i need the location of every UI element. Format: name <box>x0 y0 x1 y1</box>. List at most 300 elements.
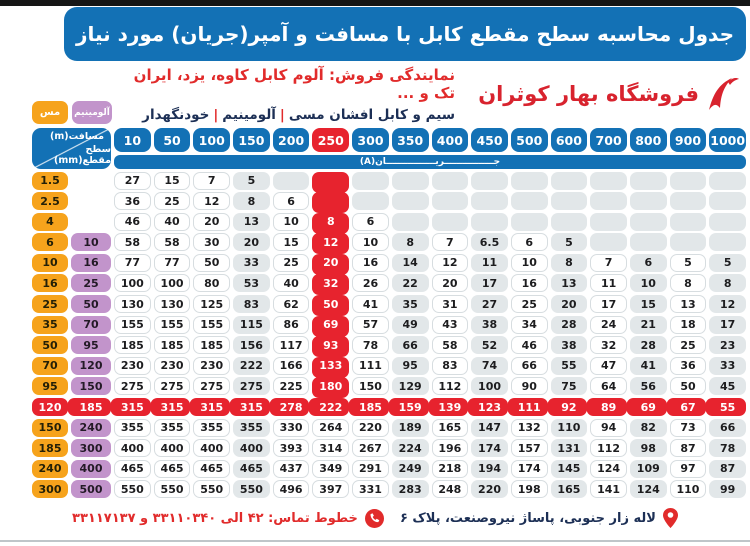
amperage-cell: 8 <box>312 213 349 231</box>
amperage-cell: 87 <box>670 439 707 457</box>
amperage-cell: 5 <box>670 254 707 272</box>
amperage-cell: 496 <box>273 480 310 498</box>
table-row <box>32 336 746 354</box>
amperage-cell: 393 <box>273 439 310 457</box>
table-row <box>32 254 746 272</box>
column-header-500: 500 <box>511 128 548 152</box>
amperage-cell: 194 <box>471 460 508 478</box>
amperage-cell: 25 <box>154 192 191 210</box>
amperage-cell: 165 <box>432 419 469 437</box>
amperage-cell: 83 <box>432 357 469 375</box>
amperage-cell: 355 <box>193 419 230 437</box>
amperage-cell: 26 <box>352 274 389 292</box>
amperage-cell: 267 <box>352 439 389 457</box>
copper-section-label: 95 <box>32 377 68 395</box>
amperage-cell: 400 <box>154 439 191 457</box>
amperage-cell: 32 <box>312 274 349 292</box>
amperage-cell: 465 <box>193 460 230 478</box>
amperage-cell: 6 <box>511 233 548 251</box>
amperage-cell: 30 <box>193 233 230 251</box>
amperage-cell: 17 <box>709 316 746 334</box>
amperage-cell: 5 <box>551 233 588 251</box>
amperage-cell: 82 <box>630 419 667 437</box>
amperage-cell: 27 <box>471 295 508 313</box>
amperage-cell: 99 <box>709 480 746 498</box>
amperage-cell: 13 <box>551 274 588 292</box>
amperage-cell: 196 <box>432 439 469 457</box>
amperage-cell <box>590 233 627 251</box>
amperage-cell: 330 <box>273 419 310 437</box>
amperage-cell: 24 <box>590 316 627 334</box>
amperage-cell: 139 <box>432 398 469 416</box>
logo-mark-icon <box>706 74 740 114</box>
amperage-cell: 95 <box>392 357 429 375</box>
copper-section-label: 10 <box>32 254 68 272</box>
amperage-cell: 11 <box>590 274 627 292</box>
aluminium-badge: آلومینیم <box>72 101 112 124</box>
amperage-cell: 50 <box>312 295 349 313</box>
amperage-cell: 73 <box>670 419 707 437</box>
copper-section-label: 1.5 <box>32 172 68 190</box>
amperage-cell: 94 <box>590 419 627 437</box>
amperage-cell: 50 <box>670 377 707 395</box>
column-header-50: 50 <box>154 128 191 152</box>
column-header-700: 700 <box>590 128 627 152</box>
amperage-cell: 20 <box>312 254 349 272</box>
amperage-cell: 129 <box>392 377 429 395</box>
amperage-cell: 41 <box>630 357 667 375</box>
amperage-cell: 275 <box>233 377 270 395</box>
amperage-cell: 12 <box>709 295 746 313</box>
amperage-cell: 22 <box>392 274 429 292</box>
amperage-cell: 38 <box>551 336 588 354</box>
amperage-cell: 28 <box>551 316 588 334</box>
pipe-separator: | <box>279 107 285 123</box>
amperage-cell: 17 <box>471 274 508 292</box>
aluminium-section-label: 50 <box>71 295 111 313</box>
amperage-cell: 185 <box>154 336 191 354</box>
amperage-cell <box>392 213 429 231</box>
amperage-cell: 400 <box>233 439 270 457</box>
amperage-cell: 6 <box>352 213 389 231</box>
amperage-cell: 25 <box>511 295 548 313</box>
column-header-350: 350 <box>392 128 429 152</box>
amperage-cell: 220 <box>471 480 508 498</box>
amperage-cell <box>551 213 588 231</box>
amperage-cell: 16 <box>511 274 548 292</box>
amperage-cell: 156 <box>233 336 270 354</box>
amperage-cell: 66 <box>392 336 429 354</box>
column-header-1000: 1000 <box>709 128 746 152</box>
amperage-cell: 69 <box>630 398 667 416</box>
amperage-cell: 355 <box>114 419 151 437</box>
amperage-cell <box>432 172 469 190</box>
amperage-cell: 10 <box>630 274 667 292</box>
pipe-separator: | <box>213 107 219 123</box>
amperage-cell: 550 <box>114 480 151 498</box>
copper-section-label: 50 <box>32 336 68 354</box>
table-row <box>32 398 746 416</box>
column-header-400: 400 <box>432 128 469 152</box>
amperage-cell: 40 <box>273 274 310 292</box>
aluminium-section-label <box>71 192 111 210</box>
section-axis-label: سطح مقطع(mm) <box>54 143 111 166</box>
amperage-cell: 27 <box>114 172 151 190</box>
amperage-cell: 278 <box>273 398 310 416</box>
amperage-cell: 400 <box>193 439 230 457</box>
amperage-cell: 112 <box>590 439 627 457</box>
column-header-200: 200 <box>273 128 310 152</box>
amperage-cell: 465 <box>233 460 270 478</box>
amperage-cell: 230 <box>154 357 191 375</box>
table-row <box>32 419 746 437</box>
amperage-cell: 8 <box>233 192 270 210</box>
amperage-cell <box>312 172 349 190</box>
amperage-cell: 12 <box>312 233 349 251</box>
table-row <box>32 192 746 210</box>
amperage-cell <box>352 172 389 190</box>
amperage-cell: 53 <box>233 274 270 292</box>
amperage-cell: 550 <box>233 480 270 498</box>
amperage-cell: 550 <box>193 480 230 498</box>
amperage-cell: 20 <box>551 295 588 313</box>
amperage-cell: 189 <box>392 419 429 437</box>
amperage-cell: 56 <box>630 377 667 395</box>
amperage-cell: 36 <box>670 357 707 375</box>
table-row <box>32 213 746 231</box>
amperage-cell: 7 <box>590 254 627 272</box>
amperage-cell: 465 <box>154 460 191 478</box>
aluminium-section-label: 70 <box>71 316 111 334</box>
amperage-cell: 80 <box>193 274 230 292</box>
amperage-cell: 87 <box>709 460 746 478</box>
amperage-cell: 150 <box>352 377 389 395</box>
amperage-cell: 400 <box>114 439 151 457</box>
amperage-cell: 38 <box>471 316 508 334</box>
amperage-cell: 69 <box>312 316 349 334</box>
amperage-cell <box>709 213 746 231</box>
amperage-cell: 115 <box>233 316 270 334</box>
table-row <box>32 357 746 375</box>
amperage-cell: 33 <box>233 254 270 272</box>
amperage-cell: 41 <box>352 295 389 313</box>
aluminium-section-label: 185 <box>71 398 111 416</box>
amperage-cell: 147 <box>471 419 508 437</box>
table-row <box>32 316 746 334</box>
amperage-cell <box>392 172 429 190</box>
aluminium-section-label: 25 <box>71 274 111 292</box>
aluminium-section-label: 300 <box>71 439 111 457</box>
amperage-cell: 131 <box>551 439 588 457</box>
amperage-cell: 315 <box>154 398 191 416</box>
amperage-cell: 98 <box>630 439 667 457</box>
amperage-cell: 465 <box>114 460 151 478</box>
amperage-cell <box>471 213 508 231</box>
table-row <box>32 377 746 395</box>
amperage-cell: 157 <box>511 439 548 457</box>
amperage-cell <box>432 213 469 231</box>
amperage-cell: 180 <box>312 377 349 395</box>
amperage-cell: 155 <box>193 316 230 334</box>
amperage-cell: 7 <box>432 233 469 251</box>
amperage-cell: 86 <box>273 316 310 334</box>
amperage-cell: 397 <box>312 480 349 498</box>
amperage-cell: 8 <box>551 254 588 272</box>
amperage-cell: 11 <box>471 254 508 272</box>
amperage-cell: 264 <box>312 419 349 437</box>
amperage-cell: 130 <box>154 295 191 313</box>
amperage-cell: 78 <box>352 336 389 354</box>
address-group <box>400 508 678 528</box>
amperage-cell: 7 <box>193 172 230 190</box>
amperage-cell: 249 <box>392 460 429 478</box>
amperage-cell: 100 <box>471 377 508 395</box>
amperage-cell: 17 <box>590 295 627 313</box>
copper-section-label: 185 <box>32 439 68 457</box>
amperage-cell <box>352 192 389 210</box>
amperage-cell: 132 <box>511 419 548 437</box>
column-header-600: 600 <box>551 128 588 152</box>
column-header-100: 100 <box>193 128 230 152</box>
amperage-cell: 5 <box>233 172 270 190</box>
aluminium-section-label: 10 <box>71 233 111 251</box>
amperage-cell: 291 <box>352 460 389 478</box>
copper-section-label: 120 <box>32 398 68 416</box>
aluminium-section-label: 500 <box>71 480 111 498</box>
amperage-cell <box>670 213 707 231</box>
top-border-strip <box>0 0 750 6</box>
amperage-cell: 35 <box>392 295 429 313</box>
agency-line: نمایندگی فروش: آلوم کابل کاوه، یزد، ایران تک و ... <box>133 66 455 102</box>
amperage-cell: 165 <box>551 480 588 498</box>
phone-icon <box>365 509 384 528</box>
amperage-cell: 248 <box>432 480 469 498</box>
amperage-cell: 8 <box>709 274 746 292</box>
amperage-cell <box>511 192 548 210</box>
amperage-cell: 93 <box>312 336 349 354</box>
copper-section-label: 150 <box>32 419 68 437</box>
amperage-cell <box>273 172 310 190</box>
amperage-cell: 275 <box>114 377 151 395</box>
amperage-cell: 50 <box>193 254 230 272</box>
phone-text: خطوط تماس: ۴۲ الی ۳۳۱۱۰۳۴۰ و ۳۳۱۱۷۱۳۷ <box>72 510 358 526</box>
aluminium-section-label: 400 <box>71 460 111 478</box>
amperage-cell: 218 <box>432 460 469 478</box>
amperage-cell: 125 <box>193 295 230 313</box>
current-bar: جــــــــــــــــریــــــــــــــــان(A) <box>114 155 746 169</box>
amperage-cell: 66 <box>511 357 548 375</box>
amperage-cell: 78 <box>709 439 746 457</box>
amperage-cell: 92 <box>551 398 588 416</box>
amperage-cell <box>471 172 508 190</box>
store-name: فروشگاه بهار کوثران <box>478 82 699 106</box>
amperage-cell: 185 <box>114 336 151 354</box>
amperage-cell: 111 <box>511 398 548 416</box>
store-logo <box>478 72 740 116</box>
column-header-250: 250 <box>312 128 349 152</box>
amperage-cell: 5 <box>709 254 746 272</box>
amperage-cell: 58 <box>154 233 191 251</box>
amperage-cell: 20 <box>432 274 469 292</box>
address-text: لاله زار جنوبی، پاساژ نیروصنعت، پلاک ۶ <box>399 510 656 526</box>
amperage-cell: 437 <box>273 460 310 478</box>
material-badges <box>32 101 112 124</box>
amperage-cell: 145 <box>551 460 588 478</box>
column-header-10: 10 <box>114 128 151 152</box>
copper-section-label: 25 <box>32 295 68 313</box>
amperage-cell: 58 <box>114 233 151 251</box>
amperage-cell: 166 <box>273 357 310 375</box>
amperage-cell: 130 <box>114 295 151 313</box>
amperage-cell: 12 <box>432 254 469 272</box>
copper-section-label: 240 <box>32 460 68 478</box>
aluminium-section-label: 150 <box>71 377 111 395</box>
amperage-cell: 15 <box>273 233 310 251</box>
amperage-cell: 10 <box>352 233 389 251</box>
location-pin-icon <box>663 508 678 528</box>
amperage-cell <box>590 192 627 210</box>
products-line <box>115 107 455 123</box>
amperage-cell <box>709 192 746 210</box>
amperage-cell: 8 <box>670 274 707 292</box>
amperage-cell: 21 <box>630 316 667 334</box>
table-row <box>32 172 746 190</box>
amperage-cell: 67 <box>670 398 707 416</box>
copper-section-label: 70 <box>32 357 68 375</box>
amperage-cell <box>590 172 627 190</box>
amperage-cell: 28 <box>630 336 667 354</box>
amperage-cell <box>709 233 746 251</box>
column-header-150: 150 <box>233 128 270 152</box>
bottom-border-line <box>0 540 750 542</box>
amperage-cell: 185 <box>352 398 389 416</box>
amperage-cell <box>670 172 707 190</box>
amperage-cell: 57 <box>352 316 389 334</box>
amperage-cell: 315 <box>233 398 270 416</box>
amperage-cell: 550 <box>154 480 191 498</box>
amperage-cell: 117 <box>273 336 310 354</box>
amperage-cell <box>630 172 667 190</box>
amperage-cell: 47 <box>590 357 627 375</box>
amperage-cell: 275 <box>154 377 191 395</box>
amperage-cell: 34 <box>511 316 548 334</box>
amperage-cell: 159 <box>392 398 429 416</box>
amperage-cell <box>670 233 707 251</box>
amperage-cell: 315 <box>193 398 230 416</box>
cable-table <box>32 128 746 501</box>
amperage-cell <box>590 213 627 231</box>
amperage-cell: 110 <box>670 480 707 498</box>
amperage-cell: 225 <box>273 377 310 395</box>
amperage-cell: 46 <box>114 213 151 231</box>
amperage-cell: 46 <box>511 336 548 354</box>
amperage-cell: 224 <box>392 439 429 457</box>
amperage-cell: 355 <box>154 419 191 437</box>
amperage-cell: 133 <box>312 357 349 375</box>
amperage-cell: 20 <box>233 233 270 251</box>
amperage-cell: 230 <box>193 357 230 375</box>
agency-block <box>115 66 455 123</box>
amperage-cell <box>511 172 548 190</box>
column-header-300: 300 <box>352 128 389 152</box>
amperage-cell <box>630 233 667 251</box>
amperage-cell: 31 <box>432 295 469 313</box>
amperage-cell: 13 <box>670 295 707 313</box>
amperage-cell: 77 <box>114 254 151 272</box>
amperage-cell: 14 <box>392 254 429 272</box>
amperage-cell: 58 <box>432 336 469 354</box>
table-row <box>32 295 746 313</box>
amperage-cell: 97 <box>670 460 707 478</box>
title-banner <box>64 7 746 61</box>
amperage-cell: 62 <box>273 295 310 313</box>
aluminium-section-label: 16 <box>71 254 111 272</box>
amperage-cell: 198 <box>511 480 548 498</box>
amperage-cell: 6 <box>630 254 667 272</box>
table-row <box>32 480 746 498</box>
table-row <box>32 460 746 478</box>
table-row <box>32 439 746 457</box>
amperage-cell: 174 <box>511 460 548 478</box>
amperage-cell <box>670 192 707 210</box>
amperage-cell: 52 <box>471 336 508 354</box>
amperage-cell: 90 <box>511 377 548 395</box>
column-header-800: 800 <box>630 128 667 152</box>
amperage-cell <box>471 192 508 210</box>
distance-axis-label: مسافت(m) <box>50 131 104 142</box>
aluminium-section-label: 95 <box>71 336 111 354</box>
amperage-cell: 222 <box>312 398 349 416</box>
copper-section-label: 2.5 <box>32 192 68 210</box>
corner-cell <box>32 128 111 169</box>
amperage-cell: 6 <box>273 192 310 210</box>
amperage-cell: 89 <box>590 398 627 416</box>
aluminium-section-label: 240 <box>71 419 111 437</box>
amperage-cell: 141 <box>590 480 627 498</box>
amperage-cell: 220 <box>352 419 389 437</box>
amperage-cell <box>630 213 667 231</box>
amperage-cell: 222 <box>233 357 270 375</box>
amperage-cell <box>511 213 548 231</box>
amperage-cell: 10 <box>511 254 548 272</box>
amperage-cell: 25 <box>670 336 707 354</box>
amperage-cell: 43 <box>432 316 469 334</box>
amperage-cell: 124 <box>630 480 667 498</box>
amperage-cell: 331 <box>352 480 389 498</box>
amperage-cell: 45 <box>709 377 746 395</box>
column-header-450: 450 <box>471 128 508 152</box>
amperage-cell: 315 <box>114 398 151 416</box>
amperage-cell: 174 <box>471 439 508 457</box>
footer <box>0 505 750 531</box>
amperage-cell <box>392 192 429 210</box>
aluminium-section-label <box>71 172 111 190</box>
amperage-cell: 155 <box>114 316 151 334</box>
amperage-cell <box>551 192 588 210</box>
amperage-cell: 77 <box>154 254 191 272</box>
amperage-cell: 124 <box>590 460 627 478</box>
amperage-cell: 110 <box>551 419 588 437</box>
aluminium-section-label <box>71 213 111 231</box>
amperage-cell: 36 <box>114 192 151 210</box>
amperage-cell: 275 <box>193 377 230 395</box>
amperage-cell: 12 <box>193 192 230 210</box>
amperage-cell: 10 <box>273 213 310 231</box>
amperage-cell: 55 <box>709 398 746 416</box>
amperage-cell: 23 <box>709 336 746 354</box>
amperage-cell: 185 <box>193 336 230 354</box>
amperage-cell: 16 <box>352 254 389 272</box>
